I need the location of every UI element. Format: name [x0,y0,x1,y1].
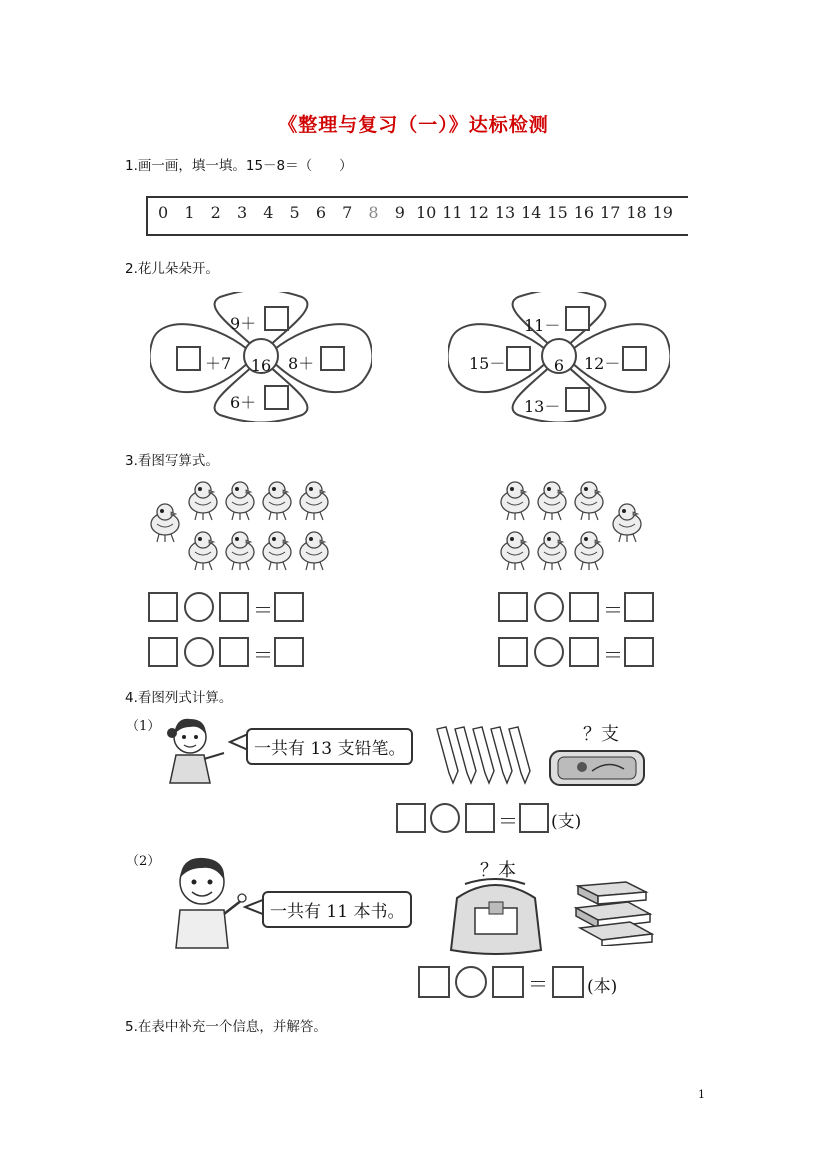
girl-icon [160,715,230,787]
flower-2-bottom-answer-box[interactable] [565,387,590,412]
ruler-number: 11 [442,203,463,222]
ruler-number: 5 [289,203,300,222]
boy-icon [162,852,252,952]
q3-right-row2-equals: ＝ [603,643,623,667]
q3-right-row2-box-a[interactable] [498,637,528,667]
flower-1-right-label: 8＋ [288,354,315,373]
q3-left-row2-box-b[interactable] [219,637,249,667]
q4-p2-unit: (本) [587,977,618,997]
speech-pointer-1 [228,728,248,756]
ruler-numbers [150,203,690,227]
q4-part-2-number: （2） [126,854,161,869]
ruler-number: 8 [368,203,379,222]
q3-right-row2-box-b[interactable] [569,637,599,667]
page-title: 《整理与复习（一）》达标检测 [278,114,549,136]
flower-1-bottom-label: 6＋ [230,393,257,412]
flower-2-left-label: 15－ [469,354,506,373]
ruler-number: 0 [158,203,169,222]
q3-left-row1-result[interactable] [274,592,304,622]
q3-right-row1-result[interactable] [624,592,654,622]
flower-2-top-answer-box[interactable] [565,306,590,331]
ruler-number: 4 [263,203,274,222]
chick-group-left-icon [145,478,335,582]
q4-p2-result[interactable] [552,966,584,998]
q3-left-row2-equals: ＝ [253,643,273,667]
q3-right-row1-operator[interactable] [534,592,564,622]
flower-2-bottom-label: 13－ [524,397,561,416]
question-3-label: 3.看图写算式。 [125,453,219,469]
q3-right-row2-result[interactable] [624,637,654,667]
q3-right-row1-box-a[interactable] [498,592,528,622]
q3-left-row2-box-a[interactable] [148,637,178,667]
q3-right-row2-operator[interactable] [534,637,564,667]
pencil-case-icon [548,745,648,791]
q3-left-row1-box-a[interactable] [148,592,178,622]
q3-right-row1-equals: ＝ [603,598,623,622]
q4-p2-box-a[interactable] [418,966,450,998]
ruler-number: 17 [600,203,621,222]
ruler-number: 15 [547,203,568,222]
flower-1-center: 16 [250,356,272,375]
page-number: 1 [698,1088,705,1101]
q4-p2-equals: ＝ [528,972,548,996]
q4-p1-operator[interactable] [430,803,460,833]
q3-left-row1-equals: ＝ [253,598,273,622]
q4-p1-unit: (支) [551,812,582,832]
ruler-number: 6 [315,203,327,222]
flower-2-right-answer-box[interactable] [622,346,647,371]
q4-p2-box-b[interactable] [492,966,524,998]
ruler-number: 9 [394,203,405,222]
q4-p1-box-a[interactable] [396,803,426,833]
question-5-label: 5.在表中补充一个信息，并解答。 [125,1019,327,1035]
q3-left-row2-operator[interactable] [184,637,214,667]
q3-left-row2-result[interactable] [274,637,304,667]
flower-1-top-answer-box[interactable] [264,306,289,331]
ruler-number: 3 [236,203,248,222]
backpack-question: ？本 [480,860,516,881]
backpack-icon [445,878,547,956]
pencils-icon [432,725,540,787]
flower-1-left-label: ＋7 [205,354,232,373]
q3-right-row1-box-b[interactable] [569,592,599,622]
flower-1-bottom-answer-box[interactable] [264,385,289,410]
books-icon [572,878,656,946]
q4-p2-operator[interactable] [455,966,487,998]
ruler-number: 10 [415,203,437,222]
q3-left-row1-operator[interactable] [184,592,214,622]
ruler-number: 1 [184,203,195,222]
flower-2-top-label: 11－ [524,316,561,335]
flower-1-left-answer-box[interactable] [176,346,201,371]
ruler-number: 16 [573,203,595,222]
question-2-label: 2.花儿朵朵开。 [125,261,219,277]
speech-bubble-books: 一共有 11 本书。 [262,891,412,928]
ruler-number: 2 [210,203,221,222]
flower-2-right-label: 12－ [584,354,621,373]
ruler-number: 12 [468,203,489,222]
q4-p1-result[interactable] [519,803,549,833]
ruler-number: 19 [652,203,673,222]
flower-2-left-answer-box[interactable] [506,346,531,371]
q4-part-1-number: （1） [126,719,161,734]
flower-2-center: 6 [553,356,565,375]
ruler-number: 18 [626,203,647,222]
flower-1-right-answer-box[interactable] [320,346,345,371]
flower-1-top-label: 9＋ [230,314,257,333]
question-1-label: 1.画一画，填一填。15－8＝（ ） [125,158,353,174]
question-4-label: 4.看图列式计算。 [125,690,233,706]
speech-bubble-pencils: 一共有 13 支铅笔。 [246,728,413,765]
q4-p1-box-b[interactable] [465,803,495,833]
chick-group-right-icon [493,478,653,582]
q3-left-row1-box-b[interactable] [219,592,249,622]
pencil-case-question: ？支 [583,724,619,745]
ruler-number: 13 [494,203,516,222]
q4-p1-equals: ＝ [498,809,518,833]
ruler-number: 7 [342,203,353,222]
ruler-number: 14 [521,203,542,222]
